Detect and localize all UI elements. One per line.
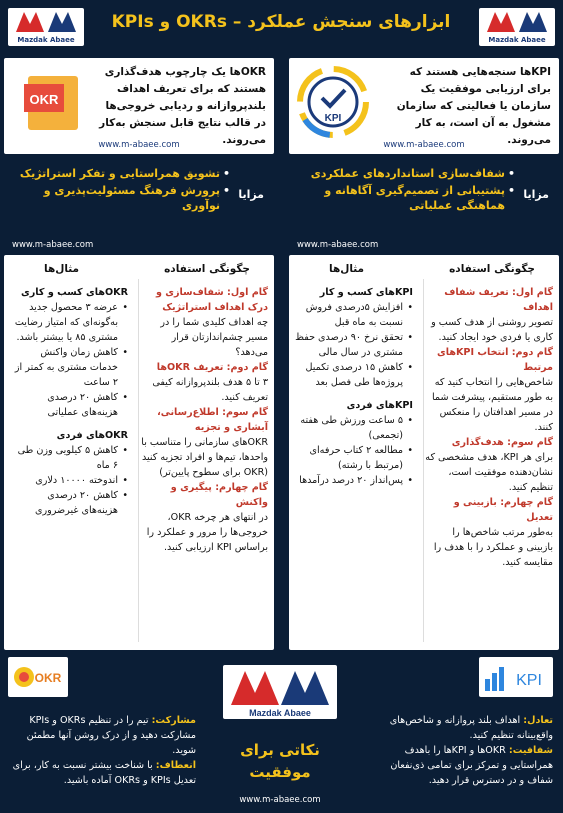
okr-step-body: OKRهای سازمانی را متناسب با واحدها، تیم‌ها و افراد تجزیه کنید (OKR برای سطوح پایین‌تر) (141, 437, 268, 478)
list-item: • عرضه ۳ محصول جدید به‌گونه‌ای که امتیاز رضایت مشتری ۸۵ یا بیشتر باشد. (10, 300, 128, 345)
okr-logo-label: OKR (34, 671, 62, 685)
okr-intro-card (4, 58, 274, 154)
list-item: • کاهش ۲۰ درصدی هزینه‌های غیرضروری (10, 488, 128, 518)
list-item: • افزایش ۵درصدی فروش نسبت به ماه قبل (295, 300, 413, 330)
list-item: • مطالعه ۲ کتاب حرفه‌ای (مرتبط با رشته) (295, 443, 413, 473)
okr-personal-title: OKRهای فردی (56, 430, 128, 441)
kpi-advantages-list (293, 166, 515, 215)
kpi-intro-text: KPIها سنجه‌هایی هستند که برای ارزیابی موفقیت یک سازمان یا فعالیتی که سازمان مشغول به آن است، به کار می‌روند. (396, 66, 551, 146)
tips-left (4, 655, 199, 810)
tips-section (0, 655, 563, 813)
kpi-step-title: گام سوم: هدف‌گذاری (451, 437, 553, 448)
list-item: • اندوخته ۱۰۰۰۰ دلاری (10, 473, 128, 488)
list-item: • کاهش ۵ کیلویی وزن طی ۶ ماه (10, 443, 128, 473)
mm-logo-icon (14, 10, 78, 34)
mm-logo-icon (485, 10, 549, 34)
tips-right-text (365, 713, 553, 788)
list-item: • تحقق نرخ ۹۰ درصدی حفظ مشتری در سال مالی (295, 330, 413, 360)
kpi-step-body: شاخص‌هایی را انتخاب کنید که به طور مستقیم، پیشرفت شما در مسیر اهدافتان را منعکس کنند. (432, 377, 553, 433)
okr-examples (10, 285, 128, 518)
kpi-step-title: گام اول: تعریف شفاف اهداف (444, 287, 553, 313)
right-mid-url: www.m-abaee.com (297, 240, 379, 250)
okr-advantages (4, 160, 274, 230)
list-item: • ۵ ساعت ورزش طی هفته (تجمعی) (295, 413, 413, 443)
okr-step-body: چه اهداف کلیدی شما را در مسیر چشم‌اندازتان قرار می‌دهد؟ (160, 317, 268, 358)
center-url: www.m-abaee.com (239, 795, 321, 805)
brand-logo-text: Mazdak Abaee (488, 36, 546, 44)
okr-logo (8, 657, 68, 697)
kpi-usage-steps (425, 285, 553, 570)
panel-divider (423, 279, 424, 642)
okr-usage-steps (140, 285, 268, 555)
tips-title-line-1: نکاتی برای (240, 741, 320, 759)
okr-step-title: گام چهارم: پیگیری و واکنش (170, 482, 268, 508)
brand-logo-right (479, 8, 555, 46)
list-item: • کاهش ۲۰ درصدی هزینه‌های عملیاتی (10, 390, 128, 420)
tip-key: تعادل: (523, 715, 553, 726)
okr-step-body: در انتهای هر چرخه OKR، خروجی‌ها را مرور و عملکرد را براساس KPI ارزیابی کنید. (146, 512, 268, 553)
kpi-icon-label: KPI (324, 113, 342, 124)
mm-logo-icon (223, 665, 337, 719)
tip-key: مشارکت: (151, 715, 196, 726)
okr-step-body: ۳ تا ۵ هدف بلندپروازانه کیفی تعریف کنید. (152, 377, 268, 403)
tips-title-line-2: موفقیت (249, 763, 311, 781)
okr-intro-text: OKRها یک چارچوب هدف‌گذاری هستند که برای تعریف اهداف بلندپروازانه و ردیابی خروجی‌ها در قالب نتایج قابل سنجش به‌کار می‌روند. (99, 66, 266, 146)
okr-step-title: گام اول: شفاف‌سازی و درک اهداف استراتژیک (155, 287, 268, 313)
kpi-step-title: گام چهارم: بازبینی و تعدیل (453, 497, 553, 523)
center-logo-text: Mazdak Abaee (249, 708, 311, 718)
kpi-business-title: KPIهای کسب و کار (319, 287, 413, 298)
left-mid-url: www.m-abaee.com (12, 240, 94, 250)
kpi-logo-label: KPI (516, 672, 542, 689)
kpi-usage-header: چگونگی استفاده (449, 263, 535, 275)
header (0, 0, 563, 55)
kpi-advantages-label: مزایا (523, 188, 549, 201)
okr-target-icon (8, 657, 68, 697)
tip-text: با شناخت بیشتر نسبت به کار، برای تعدیل KPIs و OKRs آماده باشید. (12, 760, 196, 786)
okr-business-title: OKRهای کسب و کاری (20, 287, 128, 298)
okr-icon-label: OKR (29, 92, 59, 107)
kpi-examples-header: مثال‌ها (329, 263, 365, 275)
okr-step-title: گام سوم: اطلاع‌رسانی، آبشاری و تجزیه (157, 407, 268, 433)
tip-key: شفافیت: (508, 745, 553, 756)
kpi-step-title: گام دوم: انتخاب KPIهای مرتبط (436, 347, 553, 373)
brand-logo-text: Mazdak Abaee (17, 36, 75, 44)
list-item: • پرورش فرهنگ مسئولیت‌پذیری و نوآوری (8, 183, 230, 213)
okr-column (4, 58, 274, 230)
list-item: • تشویق همراستایی و تفکر استراتژیک (8, 166, 230, 181)
brand-logo-left (8, 8, 84, 46)
kpi-intro-card (289, 58, 559, 154)
list-item: • کاهش ۱۵ درصدی تکمیل پروژه‌ها طی فصل بعد (295, 360, 413, 390)
list-item: • پس‌انداز ۲۰ درصد درآمدها (295, 473, 413, 488)
kpi-personal-title: KPIهای فردی (346, 400, 413, 411)
tips-right (364, 655, 559, 810)
list-item: • کاهش زمان واکنش خدمات مشتری به کمتر از ۲ ساعت (10, 345, 128, 390)
tip-text: OKRها و KPIها را باهدف همراستایی و تمرکز برای تمامی ذی‌نفعان شفاف و در دسترس قرار دهید. (390, 745, 553, 786)
okr-examples-header: مثال‌ها (44, 263, 80, 275)
kpi-step-body: به‌طور مرتب شاخص‌ها را بازبینی و عملکرد را با هدف را مقایسه کنید. (433, 527, 553, 568)
kpi-column (289, 58, 559, 230)
okr-folder-icon (12, 66, 84, 138)
center-brand-logo (223, 665, 337, 719)
tip-text: تیم را در تنظیم OKRs و KPIs مشارکت دهید و از درک روشن آنها مطمئن شوید. (26, 715, 196, 756)
panel-divider (138, 279, 139, 642)
tip-key: انعطاف: (155, 760, 196, 771)
kpi-intro-url: www.m-abaee.com (383, 140, 465, 150)
okr-usage-header: چگونگی استفاده (164, 263, 250, 275)
tips-center (205, 655, 355, 810)
kpi-step-body: تصویر روشنی از هدف کسب و کاری یا فردی خود ایجاد کنید. (431, 317, 553, 343)
tip-text: اهداف بلند پروازانه و شاخص‌های واقع‌بینانه تنظیم کنید. (389, 715, 553, 741)
tips-left-text (6, 713, 196, 788)
okr-panel (4, 255, 274, 650)
list-item: • شفاف‌سازی استانداردهای عملکردی (293, 166, 515, 181)
kpi-gauge-icon (297, 66, 369, 138)
okr-advantages-label: مزایا (238, 188, 264, 201)
kpi-examples (295, 285, 413, 488)
okr-intro-url: www.m-abaee.com (98, 140, 180, 150)
kpi-chart-icon (479, 657, 553, 697)
okr-step-title: گام دوم: تعریف OKRها (156, 362, 268, 373)
page-title: ابزارهای سنجش عملکرد – OKRs و KPIs (111, 12, 451, 32)
tips-title (205, 739, 355, 783)
kpi-panel (289, 255, 559, 650)
kpi-advantages (289, 160, 559, 230)
okr-advantages-list (8, 166, 230, 215)
list-item: • پشتیبانی از تصمیم‌گیری آگاهانه و هماهنگی عملیاتی (293, 183, 515, 213)
kpi-logo (479, 657, 553, 697)
kpi-step-body: برای هر KPI، هدف مشخصی که نشان‌دهنده موفقیت است، تنظیم کنید. (425, 452, 553, 493)
